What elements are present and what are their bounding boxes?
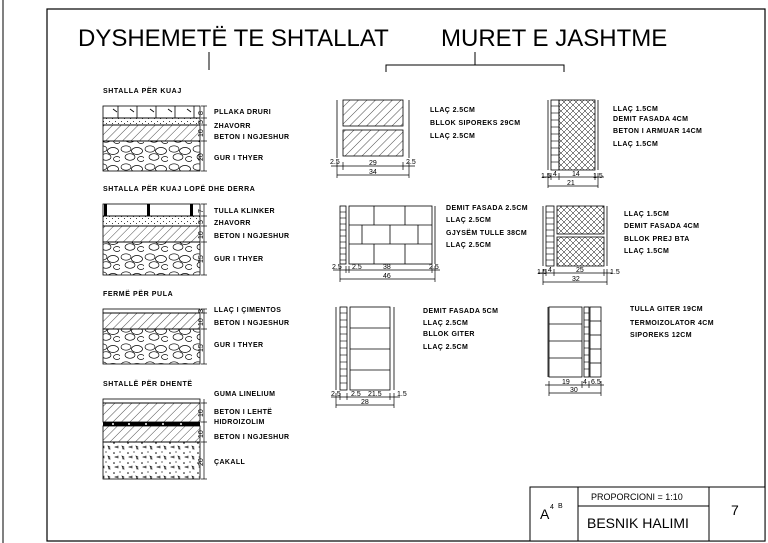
dim-label: 1.5 [397,391,407,398]
layer-concrete [103,125,200,141]
layer-crushed-stone [103,242,200,275]
wall-section-6 [545,306,714,396]
layer-crushed-stone [103,141,200,171]
layer-light-concrete [103,403,200,422]
floor-section-2 [103,185,290,275]
sheet-size-superscript: 4 [550,504,554,511]
layer-label: ZHAVORR [214,220,251,227]
dim-label: 34 [369,169,377,176]
dim-label: 15 [198,255,205,263]
facade-demit [340,206,346,264]
dim-label: 30 [570,387,578,394]
layer-label: LLAÇ 2.5CM [446,217,492,224]
layer-label: BETON I LEHTË [214,409,273,416]
proportion: PROPORCIONI = 1:10 [591,492,683,502]
dim-label: 10 [198,409,205,417]
author-name: BESNIK HALIMI [587,515,689,531]
layer-wood-planks [103,106,200,118]
dim-label: 2.5 [406,159,416,166]
dim-label: 28 [361,399,369,406]
title-walls: MURET E JASHTME [441,25,668,52]
dim-label: 38 [383,264,391,271]
layer-gravel [103,216,200,226]
dim-label: 7 [198,209,205,213]
sheet-size: A [540,506,550,522]
floor-title: SHTALLA PËR KUAJ [103,88,182,95]
dim-label: 25 [576,267,584,274]
layer-label: PLLAKA DRURI [214,109,272,116]
layer-label: DEMIT FASADA 4CM [624,223,700,230]
dim-label: 1.5 [541,173,551,180]
layer-label: TULLA GITER 19CM [630,306,704,313]
layer-label: LLAÇ I ÇIMENTOS [214,307,282,314]
siporeks-layer [590,307,601,377]
layer-concrete [103,313,200,329]
layer-label: LLAÇ 2.5CM [446,242,492,249]
giter-brick-wall [549,307,582,377]
dim-label: 19 [562,379,570,386]
dim-label: 1.5 [537,269,547,276]
layer-linoleum [103,399,200,403]
floor-title: SHTALLA PËR KUAJ LOPË DHE DERRA [103,186,256,193]
layer-waterproofing [103,422,200,426]
dim-label: 2.5 [331,391,341,398]
wall-section-1 [330,100,520,178]
title-floors: DYSHEMETË TE SHTALLAT [78,25,389,52]
layer-cement-mortar [103,309,200,313]
half-brick-wall [349,206,432,264]
layer-label: LLAÇ 1.5CM [613,106,659,113]
dim-label: 2.5 [332,264,342,271]
siporeks-block [343,100,403,126]
layer-label: LLAÇ 1.5CM [613,141,659,148]
layer-label: LLAÇ 1.5CM [624,211,670,218]
dim-label: 3 [198,309,205,313]
reinforced-concrete [559,100,595,170]
layer-label: GUMA LINELIUM [214,391,276,398]
concrete-block [557,237,604,266]
dim-label: 20 [198,458,205,466]
layer-label: GUR I THYER [214,256,264,263]
floor-section-1 [103,87,290,171]
layer-ballast [103,442,200,479]
dim-label: 15 [198,344,205,352]
layer-label: ZHAVORR [214,123,251,130]
dim-label: 5 [198,220,205,224]
layer-label: LLAÇ 2.5CM [430,107,476,114]
floor-section-4 [103,380,290,479]
dim-label: 29 [369,160,377,167]
facade-demit [340,307,347,390]
dim-label: 1.5 [610,269,620,276]
dim-label: 20 [198,153,205,161]
dim-label: 14 [572,171,580,178]
layer-label: HIDROIZOLIM [214,419,265,426]
dim-label: 2.5 [352,264,362,271]
dim-label: 46 [383,273,391,280]
floor-section-3 [103,290,290,364]
layer-label: BLLOK GITER [423,331,475,338]
dim-label: 2.5 [429,264,439,271]
dim-label: 21 [567,180,575,187]
wall-section-2 [541,100,702,188]
wall-section-4 [537,206,699,285]
facade-demit [551,100,559,170]
page-number: 7 [731,502,739,518]
dim-label: 10 [198,129,205,137]
floor-title: FERMË PËR PULA [103,291,174,298]
layer-label: TERMOIZOLATOR 4CM [630,320,714,327]
layer-label: TULLA KLINKER [214,208,275,215]
dim-label: 10 [198,430,205,438]
concrete-block [557,206,604,234]
dim-label: 8 [198,111,205,115]
layer-label: LLAÇ 2.5CM [430,133,476,140]
dim-label: 1.5 [593,173,603,180]
dim-label: 4 [583,379,587,386]
wall-section-3 [332,205,528,282]
dim-label: 10 [198,318,205,326]
dim-label: 2.5 [330,159,340,166]
giter-block-wall [350,307,390,390]
layer-label: BETON I NGJESHUR [214,320,290,327]
layer-concrete [103,226,200,242]
title-walls-bracket [386,52,564,72]
floor-title: SHTALLË PËR DHENTË [103,381,193,388]
layer-label: BLLOK PREJ BTA [624,236,690,243]
dim-label: 10 [198,231,205,239]
title-block [530,487,765,541]
thermal-insulation [584,307,589,377]
dim-label: 6.5 [591,379,601,386]
layer-label: BETON I NGJESHUR [214,134,290,141]
layer-gravel [103,118,200,125]
layer-label: GUR I THYER [214,342,264,349]
layer-label: SIPOREKS 12CM [630,332,692,339]
siporeks-block [343,130,403,156]
layer-label: GJYSËM TULLE 38CM [446,230,528,237]
dim-label: 2.5 [351,391,361,398]
layer-label: BETON I NGJESHUR [214,233,290,240]
layer-label: DEMIT FASADA 4CM [613,116,689,123]
layer-label: BETON I NGJESHUR [214,434,290,441]
layer-label: LLAÇ 2.5CM [423,344,469,351]
layer-clinker-brick [103,204,200,216]
wall-section-5 [331,307,498,408]
dim-label: 4 [553,171,557,178]
layer-label: ÇAKALL [214,459,246,466]
layer-label: GUR I THYER [214,155,264,162]
layer-label: DEMIT FASADA 2.5CM [446,205,529,212]
layer-label: DEMIT FASADA 5CM [423,308,499,315]
dim-label: 5 [198,120,205,124]
dim-label: 21.5 [368,391,382,398]
layer-label: LLAÇ 2.5CM [423,320,469,327]
dim-label: 4 [548,267,552,274]
layer-label: BLLOK SIPOREKS 29CM [430,120,521,127]
scale-note: B [558,503,563,510]
dim-label: 32 [572,276,580,283]
layer-label: BETON I ARMUAR 14CM [613,128,703,135]
layer-crushed-stone [103,329,200,364]
layer-label: LLAÇ 1.5CM [624,248,670,255]
layer-concrete [103,426,200,442]
